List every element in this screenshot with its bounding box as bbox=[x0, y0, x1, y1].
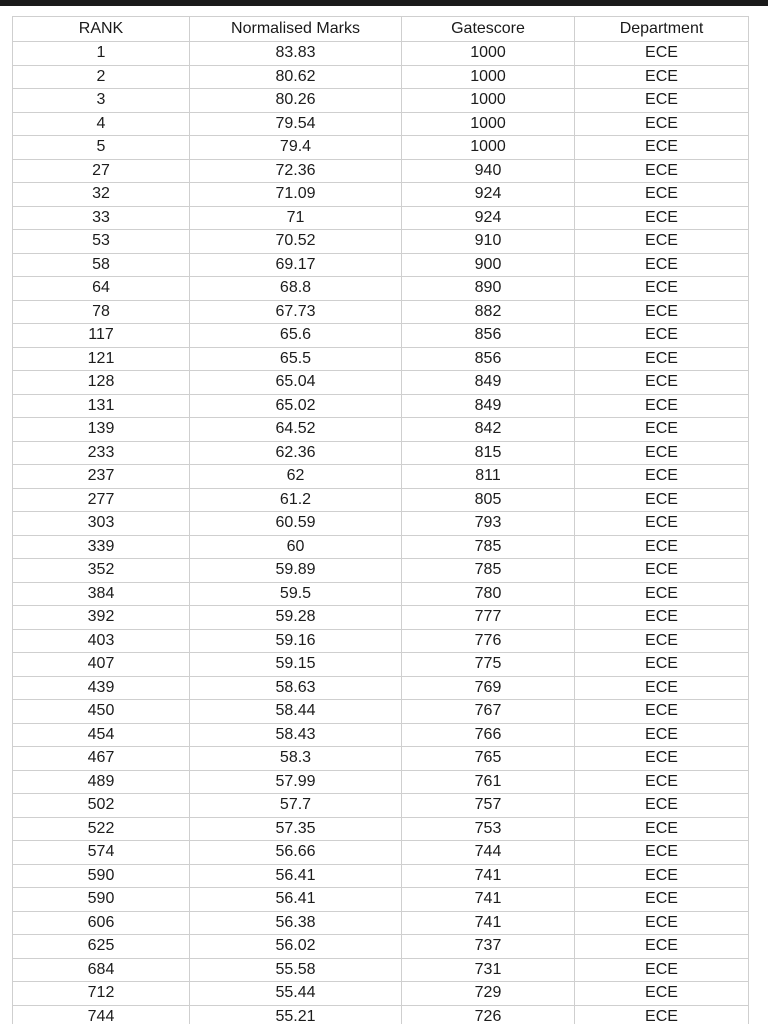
rank-cell: 392 bbox=[13, 606, 190, 630]
normalised-marks-cell: 83.83 bbox=[190, 42, 402, 66]
table-row bbox=[13, 418, 749, 442]
rank-cell: 53 bbox=[13, 230, 190, 254]
rank-cell: 712 bbox=[13, 982, 190, 1006]
table-row bbox=[13, 324, 749, 348]
gatescore-cell: 766 bbox=[402, 723, 575, 747]
rank-cell: 384 bbox=[13, 582, 190, 606]
normalised-marks-cell: 55.44 bbox=[190, 982, 402, 1006]
table-row bbox=[13, 770, 749, 794]
header-rank: RANK bbox=[13, 17, 190, 42]
document-sheet bbox=[0, 6, 768, 1024]
gatescore-cell: 761 bbox=[402, 770, 575, 794]
table-row bbox=[13, 559, 749, 583]
table-row bbox=[13, 488, 749, 512]
gatescore-cell: 1000 bbox=[402, 112, 575, 136]
normalised-marks-cell: 68.8 bbox=[190, 277, 402, 301]
table-row bbox=[13, 183, 749, 207]
normalised-marks-cell: 79.4 bbox=[190, 136, 402, 160]
department-cell: ECE bbox=[575, 888, 749, 912]
rank-cell: 237 bbox=[13, 465, 190, 489]
gatescore-cell: 737 bbox=[402, 935, 575, 959]
department-cell: ECE bbox=[575, 230, 749, 254]
gatescore-cell: 910 bbox=[402, 230, 575, 254]
table-row bbox=[13, 441, 749, 465]
table-row bbox=[13, 723, 749, 747]
normalised-marks-cell: 79.54 bbox=[190, 112, 402, 136]
rank-cell: 590 bbox=[13, 888, 190, 912]
department-cell: ECE bbox=[575, 347, 749, 371]
rank-cell: 128 bbox=[13, 371, 190, 395]
normalised-marks-cell: 70.52 bbox=[190, 230, 402, 254]
gatescore-cell: 805 bbox=[402, 488, 575, 512]
table-row bbox=[13, 230, 749, 254]
gatescore-cell: 729 bbox=[402, 982, 575, 1006]
normalised-marks-cell: 62.36 bbox=[190, 441, 402, 465]
gatescore-cell: 890 bbox=[402, 277, 575, 301]
rank-cell: 352 bbox=[13, 559, 190, 583]
table-body bbox=[13, 42, 749, 1024]
gatescore-cell: 940 bbox=[402, 159, 575, 183]
gatescore-cell: 741 bbox=[402, 911, 575, 935]
table-row bbox=[13, 65, 749, 89]
rank-cell: 58 bbox=[13, 253, 190, 277]
department-cell: ECE bbox=[575, 982, 749, 1006]
gatescore-cell: 900 bbox=[402, 253, 575, 277]
rank-cell: 32 bbox=[13, 183, 190, 207]
gatescore-cell: 924 bbox=[402, 206, 575, 230]
department-cell: ECE bbox=[575, 582, 749, 606]
rank-cell: 33 bbox=[13, 206, 190, 230]
rank-cell: 121 bbox=[13, 347, 190, 371]
department-cell: ECE bbox=[575, 89, 749, 113]
rank-cell: 625 bbox=[13, 935, 190, 959]
department-cell: ECE bbox=[575, 183, 749, 207]
department-cell: ECE bbox=[575, 418, 749, 442]
rank-cell: 606 bbox=[13, 911, 190, 935]
gatescore-cell: 815 bbox=[402, 441, 575, 465]
gatescore-cell: 856 bbox=[402, 347, 575, 371]
table-row bbox=[13, 465, 749, 489]
department-cell: ECE bbox=[575, 817, 749, 841]
gatescore-cell: 1000 bbox=[402, 89, 575, 113]
department-cell: ECE bbox=[575, 324, 749, 348]
table-row bbox=[13, 911, 749, 935]
department-cell: ECE bbox=[575, 253, 749, 277]
rank-cell: 454 bbox=[13, 723, 190, 747]
normalised-marks-cell: 65.02 bbox=[190, 394, 402, 418]
table-row bbox=[13, 676, 749, 700]
normalised-marks-cell: 55.21 bbox=[190, 1005, 402, 1024]
department-cell: ECE bbox=[575, 535, 749, 559]
rank-cell: 233 bbox=[13, 441, 190, 465]
gatescore-cell: 785 bbox=[402, 535, 575, 559]
table-row bbox=[13, 958, 749, 982]
rank-cell: 439 bbox=[13, 676, 190, 700]
rank-cell: 5 bbox=[13, 136, 190, 160]
gatescore-cell: 1000 bbox=[402, 136, 575, 160]
department-cell: ECE bbox=[575, 958, 749, 982]
table-row bbox=[13, 394, 749, 418]
rank-cell: 684 bbox=[13, 958, 190, 982]
normalised-marks-cell: 61.2 bbox=[190, 488, 402, 512]
normalised-marks-cell: 59.5 bbox=[190, 582, 402, 606]
rank-cell: 2 bbox=[13, 65, 190, 89]
department-cell: ECE bbox=[575, 559, 749, 583]
gatescore-cell: 757 bbox=[402, 794, 575, 818]
department-cell: ECE bbox=[575, 629, 749, 653]
department-cell: ECE bbox=[575, 606, 749, 630]
normalised-marks-cell: 67.73 bbox=[190, 300, 402, 324]
department-cell: ECE bbox=[575, 1005, 749, 1024]
gatescore-cell: 726 bbox=[402, 1005, 575, 1024]
rank-cell: 3 bbox=[13, 89, 190, 113]
gatescore-cell: 924 bbox=[402, 183, 575, 207]
department-cell: ECE bbox=[575, 136, 749, 160]
gatescore-cell: 842 bbox=[402, 418, 575, 442]
table-row bbox=[13, 653, 749, 677]
normalised-marks-cell: 57.7 bbox=[190, 794, 402, 818]
table-row bbox=[13, 512, 749, 536]
normalised-marks-cell: 62 bbox=[190, 465, 402, 489]
department-cell: ECE bbox=[575, 911, 749, 935]
table-header-row bbox=[13, 17, 749, 42]
normalised-marks-cell: 56.41 bbox=[190, 888, 402, 912]
normalised-marks-cell: 56.38 bbox=[190, 911, 402, 935]
gatescore-cell: 811 bbox=[402, 465, 575, 489]
table-row bbox=[13, 841, 749, 865]
department-cell: ECE bbox=[575, 841, 749, 865]
normalised-marks-cell: 80.26 bbox=[190, 89, 402, 113]
department-cell: ECE bbox=[575, 65, 749, 89]
gatescore-cell: 731 bbox=[402, 958, 575, 982]
department-cell: ECE bbox=[575, 42, 749, 66]
gatescore-cell: 775 bbox=[402, 653, 575, 677]
table-row bbox=[13, 159, 749, 183]
gatescore-cell: 785 bbox=[402, 559, 575, 583]
gatescore-cell: 765 bbox=[402, 747, 575, 771]
table-row bbox=[13, 1005, 749, 1024]
rank-cell: 590 bbox=[13, 864, 190, 888]
department-cell: ECE bbox=[575, 770, 749, 794]
table-row bbox=[13, 42, 749, 66]
rank-cell: 1 bbox=[13, 42, 190, 66]
rank-cell: 4 bbox=[13, 112, 190, 136]
normalised-marks-cell: 59.89 bbox=[190, 559, 402, 583]
normalised-marks-cell: 59.15 bbox=[190, 653, 402, 677]
normalised-marks-cell: 58.3 bbox=[190, 747, 402, 771]
rank-cell: 27 bbox=[13, 159, 190, 183]
rank-cell: 450 bbox=[13, 700, 190, 724]
table-row bbox=[13, 277, 749, 301]
rank-cell: 64 bbox=[13, 277, 190, 301]
normalised-marks-cell: 55.58 bbox=[190, 958, 402, 982]
gatescore-cell: 777 bbox=[402, 606, 575, 630]
normalised-marks-cell: 65.6 bbox=[190, 324, 402, 348]
table-row bbox=[13, 535, 749, 559]
rank-cell: 117 bbox=[13, 324, 190, 348]
normalised-marks-cell: 71 bbox=[190, 206, 402, 230]
normalised-marks-cell: 56.66 bbox=[190, 841, 402, 865]
table-row bbox=[13, 112, 749, 136]
rank-cell: 407 bbox=[13, 653, 190, 677]
table-row bbox=[13, 347, 749, 371]
department-cell: ECE bbox=[575, 653, 749, 677]
normalised-marks-cell: 58.43 bbox=[190, 723, 402, 747]
department-cell: ECE bbox=[575, 300, 749, 324]
department-cell: ECE bbox=[575, 512, 749, 536]
rank-cell: 78 bbox=[13, 300, 190, 324]
table-row bbox=[13, 206, 749, 230]
rank-cell: 131 bbox=[13, 394, 190, 418]
gatescore-cell: 882 bbox=[402, 300, 575, 324]
header-gatescore: Gatescore bbox=[402, 17, 575, 42]
table-row bbox=[13, 89, 749, 113]
table-row bbox=[13, 606, 749, 630]
table-row bbox=[13, 794, 749, 818]
table-row bbox=[13, 136, 749, 160]
department-cell: ECE bbox=[575, 277, 749, 301]
department-cell: ECE bbox=[575, 488, 749, 512]
department-cell: ECE bbox=[575, 676, 749, 700]
rank-cell: 744 bbox=[13, 1005, 190, 1024]
table-row bbox=[13, 817, 749, 841]
normalised-marks-cell: 65.04 bbox=[190, 371, 402, 395]
department-cell: ECE bbox=[575, 465, 749, 489]
rank-score-table bbox=[12, 16, 749, 1024]
rank-cell: 277 bbox=[13, 488, 190, 512]
normalised-marks-cell: 69.17 bbox=[190, 253, 402, 277]
table-row bbox=[13, 982, 749, 1006]
normalised-marks-cell: 71.09 bbox=[190, 183, 402, 207]
normalised-marks-cell: 64.52 bbox=[190, 418, 402, 442]
normalised-marks-cell: 59.28 bbox=[190, 606, 402, 630]
gatescore-cell: 849 bbox=[402, 394, 575, 418]
gatescore-cell: 741 bbox=[402, 864, 575, 888]
normalised-marks-cell: 58.63 bbox=[190, 676, 402, 700]
rank-cell: 522 bbox=[13, 817, 190, 841]
header-normalised-marks: Normalised Marks bbox=[190, 17, 402, 42]
gatescore-cell: 776 bbox=[402, 629, 575, 653]
table-row bbox=[13, 888, 749, 912]
normalised-marks-cell: 60 bbox=[190, 535, 402, 559]
header-department: Department bbox=[575, 17, 749, 42]
rank-cell: 502 bbox=[13, 794, 190, 818]
table-row bbox=[13, 582, 749, 606]
department-cell: ECE bbox=[575, 794, 749, 818]
normalised-marks-cell: 58.44 bbox=[190, 700, 402, 724]
table-row bbox=[13, 935, 749, 959]
rank-cell: 339 bbox=[13, 535, 190, 559]
normalised-marks-cell: 56.41 bbox=[190, 864, 402, 888]
gatescore-cell: 753 bbox=[402, 817, 575, 841]
normalised-marks-cell: 57.99 bbox=[190, 770, 402, 794]
rank-cell: 489 bbox=[13, 770, 190, 794]
department-cell: ECE bbox=[575, 864, 749, 888]
department-cell: ECE bbox=[575, 441, 749, 465]
normalised-marks-cell: 72.36 bbox=[190, 159, 402, 183]
rank-cell: 403 bbox=[13, 629, 190, 653]
gatescore-cell: 1000 bbox=[402, 65, 575, 89]
table-row bbox=[13, 747, 749, 771]
normalised-marks-cell: 59.16 bbox=[190, 629, 402, 653]
table-row bbox=[13, 629, 749, 653]
rank-cell: 139 bbox=[13, 418, 190, 442]
gatescore-cell: 793 bbox=[402, 512, 575, 536]
normalised-marks-cell: 60.59 bbox=[190, 512, 402, 536]
department-cell: ECE bbox=[575, 747, 749, 771]
normalised-marks-cell: 57.35 bbox=[190, 817, 402, 841]
gatescore-cell: 856 bbox=[402, 324, 575, 348]
table-row bbox=[13, 300, 749, 324]
department-cell: ECE bbox=[575, 159, 749, 183]
table-row bbox=[13, 253, 749, 277]
department-cell: ECE bbox=[575, 935, 749, 959]
gatescore-cell: 780 bbox=[402, 582, 575, 606]
normalised-marks-cell: 56.02 bbox=[190, 935, 402, 959]
gatescore-cell: 767 bbox=[402, 700, 575, 724]
department-cell: ECE bbox=[575, 206, 749, 230]
table-row bbox=[13, 700, 749, 724]
department-cell: ECE bbox=[575, 371, 749, 395]
department-cell: ECE bbox=[575, 723, 749, 747]
rank-cell: 303 bbox=[13, 512, 190, 536]
department-cell: ECE bbox=[575, 394, 749, 418]
normalised-marks-cell: 80.62 bbox=[190, 65, 402, 89]
rank-cell: 467 bbox=[13, 747, 190, 771]
gatescore-cell: 849 bbox=[402, 371, 575, 395]
department-cell: ECE bbox=[575, 700, 749, 724]
gatescore-cell: 769 bbox=[402, 676, 575, 700]
gatescore-cell: 744 bbox=[402, 841, 575, 865]
department-cell: ECE bbox=[575, 112, 749, 136]
table-row bbox=[13, 371, 749, 395]
gatescore-cell: 741 bbox=[402, 888, 575, 912]
rank-cell: 574 bbox=[13, 841, 190, 865]
gatescore-cell: 1000 bbox=[402, 42, 575, 66]
normalised-marks-cell: 65.5 bbox=[190, 347, 402, 371]
table-row bbox=[13, 864, 749, 888]
